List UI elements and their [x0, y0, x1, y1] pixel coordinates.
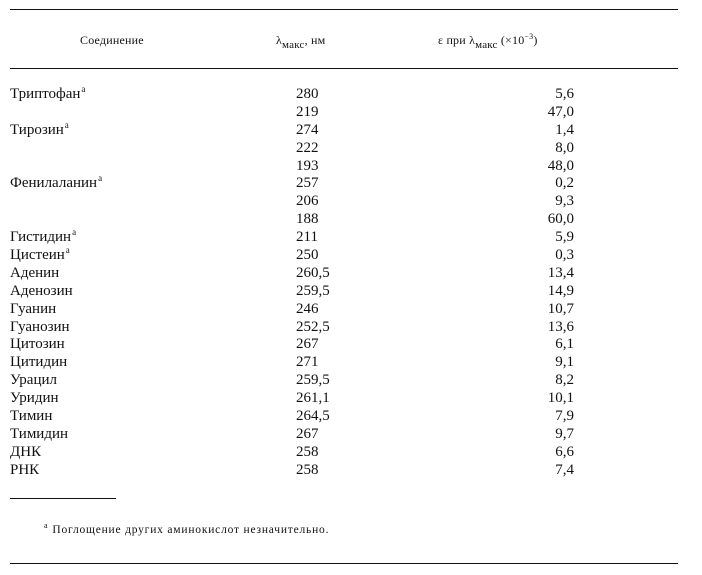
table-row [0, 211, 702, 229]
lambda-max-value: 222 [296, 139, 319, 156]
lambda-max-value: 267 [296, 425, 319, 442]
epsilon-value: 9,7 [555, 425, 574, 442]
epsilon-value: 6,6 [555, 443, 574, 460]
table-row [0, 104, 702, 122]
lambda-max-value: 188 [296, 211, 319, 228]
epsilon-value: 10,1 [547, 390, 574, 407]
table-row [0, 301, 702, 319]
epsilon-value: 9,3 [555, 193, 574, 210]
compound-name-text: Гистидин [10, 229, 72, 246]
compound-name-text: ДНК [10, 443, 42, 460]
lambda-max-value: 219 [296, 103, 319, 120]
footnote-rule [10, 498, 116, 499]
epsilon-value: 48,0 [547, 157, 574, 174]
compound-name [10, 283, 74, 302]
epsilon-value: 13,6 [547, 318, 574, 335]
table-row [0, 390, 702, 408]
footnote-text: Поглощение других аминокислот незначительно. [52, 524, 330, 536]
compound-name [10, 119, 69, 141]
table-row [0, 354, 702, 372]
epsilon-value: 9,1 [555, 354, 574, 371]
compound-name [10, 158, 11, 177]
compound-name-text: Гуанин [10, 300, 57, 317]
compound-name-text: Триптофан [10, 86, 81, 102]
compound-name [10, 319, 71, 338]
table-row [0, 462, 702, 480]
table-row [0, 283, 702, 301]
epsilon-value: 60,0 [547, 211, 574, 228]
lambda-max-value: 260,5 [296, 264, 330, 281]
compound-name-text: Гуанозин [10, 318, 70, 335]
compound-name [10, 86, 85, 105]
table-row [0, 86, 702, 104]
header-epsilon-label: ε при λ [438, 33, 476, 47]
compound-name-text: РНК [10, 461, 40, 478]
lambda-max-value: 280 [296, 86, 319, 102]
compound-name [10, 462, 40, 481]
footnote-marker: а [98, 173, 103, 184]
footnote-marker: а [64, 119, 69, 130]
epsilon-value: 8,2 [555, 372, 574, 389]
lambda-max-value: 246 [296, 300, 319, 317]
compound-name-text: Аденозин [10, 282, 73, 299]
compound-name-text: Тимидин [10, 425, 69, 442]
footnote-marker: а [72, 227, 77, 238]
header-lambda-max [276, 33, 326, 51]
compound-name [10, 426, 69, 445]
compound-name [10, 211, 11, 230]
table-bottom-rule [10, 563, 678, 564]
compound-name [10, 175, 102, 194]
footnote-mark: а [44, 521, 49, 530]
footnote-marker: а [81, 84, 86, 94]
epsilon-value: 47,0 [547, 103, 574, 120]
header-epsilon-multiplier: (×10 [497, 33, 525, 47]
header-epsilon-subscript: макс [475, 39, 498, 51]
epsilon-value: 7,4 [555, 461, 574, 478]
table-row [0, 444, 702, 462]
compound-name [10, 140, 11, 159]
header-compound-label: Соединение [80, 33, 144, 47]
table-header-rule [10, 68, 678, 69]
table-row [0, 119, 702, 140]
compound-name [10, 408, 53, 427]
lambda-max-value: 252,5 [296, 318, 330, 335]
lambda-max-value: 193 [296, 157, 319, 174]
table-row [0, 158, 702, 176]
lambda-max-value: 261,1 [296, 390, 330, 407]
table-top-rule [10, 9, 678, 10]
header-epsilon-close: ) [533, 33, 538, 47]
compound-name [10, 301, 57, 320]
compound-name-text: Цистеин [10, 247, 65, 264]
compound-name-text: Тимин [10, 408, 53, 425]
epsilon-value: 1,4 [555, 121, 574, 138]
table-row [0, 175, 702, 193]
lambda-max-value: 258 [296, 461, 319, 478]
lambda-max-value: 211 [296, 229, 318, 246]
epsilon-value: 8,0 [555, 139, 574, 156]
compound-name-text: Фенилаланин [10, 175, 98, 192]
header-lambda-unit: , нм [304, 33, 326, 47]
table-row [0, 140, 702, 158]
epsilon-value: 5,6 [555, 86, 574, 102]
compound-name [10, 336, 66, 355]
epsilon-value: 0,3 [555, 247, 574, 264]
compound-name [10, 372, 58, 391]
lambda-max-value: 257 [296, 175, 319, 192]
table-row [0, 265, 702, 283]
compound-name [10, 193, 11, 212]
compound-name-text: Аденин [10, 264, 60, 281]
compound-name [10, 104, 11, 123]
header-epsilon-exponent: −3 [524, 32, 534, 41]
lambda-max-value: 258 [296, 443, 319, 460]
footnote [44, 521, 330, 536]
header-lambda-symbol: λ [276, 33, 283, 47]
lambda-max-value: 259,5 [296, 372, 330, 389]
lambda-max-value: 271 [296, 354, 319, 371]
table-row [0, 408, 702, 426]
table-row [0, 336, 702, 354]
footnote-marker: а [65, 245, 70, 256]
epsilon-value: 13,4 [547, 264, 574, 281]
table-row [0, 372, 702, 390]
compound-name [10, 247, 70, 266]
header-compound [80, 33, 144, 48]
table-row [0, 426, 702, 444]
lambda-max-value: 250 [296, 247, 319, 264]
table-body [0, 86, 702, 480]
epsilon-value: 0,2 [555, 175, 574, 192]
epsilon-value: 5,9 [555, 229, 574, 246]
lambda-max-value: 274 [296, 121, 319, 138]
table-row [0, 229, 702, 247]
epsilon-value: 6,1 [555, 336, 574, 353]
compound-name-text: Цитозин [10, 336, 65, 353]
compound-name-text: Урацил [10, 372, 57, 389]
epsilon-value: 10,7 [547, 300, 574, 317]
header-epsilon [438, 32, 538, 51]
compound-name [10, 354, 68, 373]
table-row [0, 319, 702, 337]
epsilon-value: 14,9 [547, 282, 574, 299]
header-lambda-subscript: макс [282, 39, 305, 51]
compound-name [10, 444, 42, 463]
compound-name [10, 265, 60, 284]
compound-name-text: Тирозин [10, 121, 64, 138]
lambda-max-value: 264,5 [296, 408, 330, 425]
lambda-max-value: 206 [296, 193, 319, 210]
table-row [0, 193, 702, 211]
compound-name-text: Уридин [10, 390, 59, 407]
compound-name-text: Цитидин [10, 354, 68, 371]
table-row [0, 247, 702, 265]
lambda-max-value: 259,5 [296, 282, 330, 299]
epsilon-value: 7,9 [555, 408, 574, 425]
compound-name [10, 390, 60, 409]
lambda-max-value: 267 [296, 336, 319, 353]
